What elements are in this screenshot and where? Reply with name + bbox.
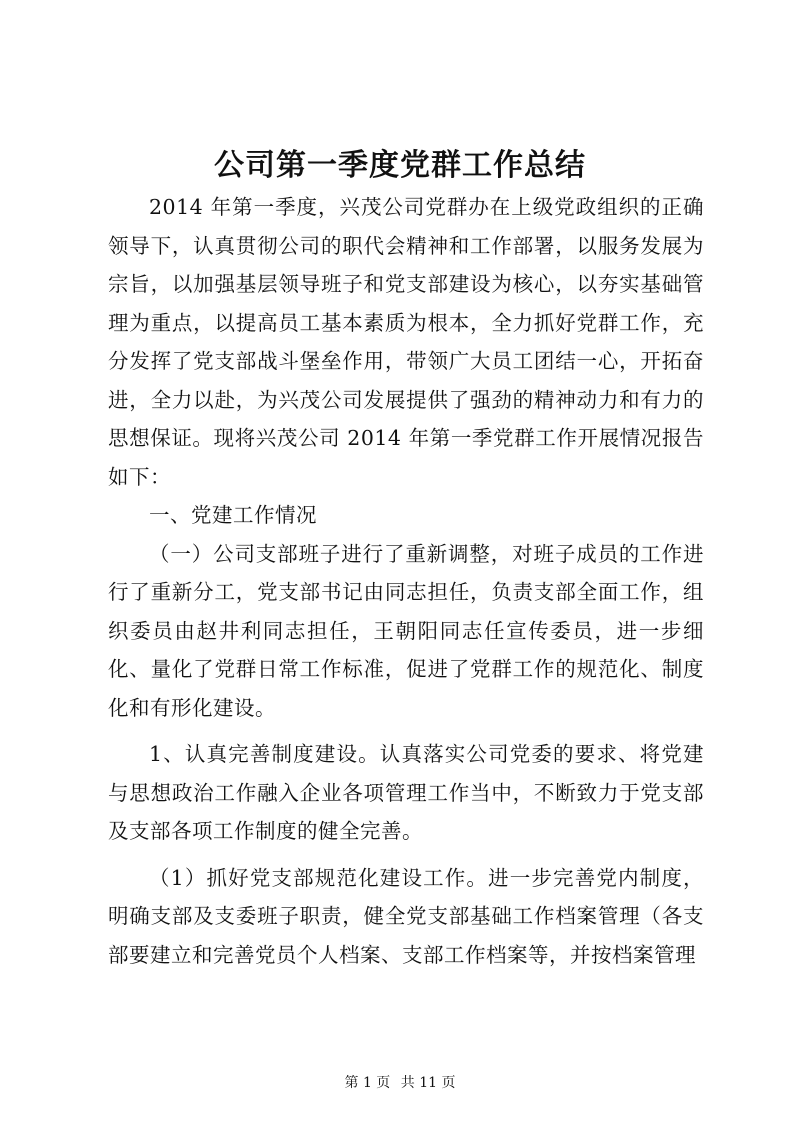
document-title: 公司第一季度党群工作总结 xyxy=(214,148,586,183)
page-number: 第 1 页 xyxy=(344,1075,391,1091)
document-body xyxy=(108,188,704,974)
section-heading-party-building: 一、党建工作情况 xyxy=(149,503,317,527)
paragraph-system-building: 1、认真完善制度建设。认真落实公司党委的要求、将党建与思想政治工作融入企业各项管理工作当中，不断致力于党支部及支部各项工作制度的健全完善。 xyxy=(108,742,704,843)
paragraph-intro: 2014 年第一季度，兴茂公司党群办在上级党政组织的正确领导下，认真贯彻公司的职代会精神和工作部署，以服务发展为宗旨，以加强基层领导班子和党支部建设为核心，以夯实基础管理为重点，以提高员工基本素质为根本，全力抓好党群工作，充分发挥了党支部战斗堡垒作用，带领广大员工团结一心，开拓奋进，全力以赴，为兴茂公司发展提供了强劲的精神动力和有力的思想保证。现将兴茂公司 2014 年第一季党群工作开展情况报告如下： xyxy=(108,195,704,489)
page-footer xyxy=(0,1072,800,1092)
paragraph-branch-adjustment: （一）公司支部班子进行了重新调整，对班子成员的工作进行了重新分工，党支部书记由同志担任，负责支部全面工作，组织委员由赵井利同志担任，王朝阳同志任宣传委员，进一步细化、量化了党群日常工作标准，促进了党群工作的规范化、制度化和有形化建设。 xyxy=(108,541,704,720)
page-total: 共 11 页 xyxy=(400,1075,456,1091)
paragraph-standardization: （1）抓好党支部规范化建设工作。进一步完善党内制度，明确支部及支委班子职责，健全党支部基础工作档案管理（各支部要建立和完善党员个人档案、支部工作档案等，并按档案管理 xyxy=(108,865,704,967)
